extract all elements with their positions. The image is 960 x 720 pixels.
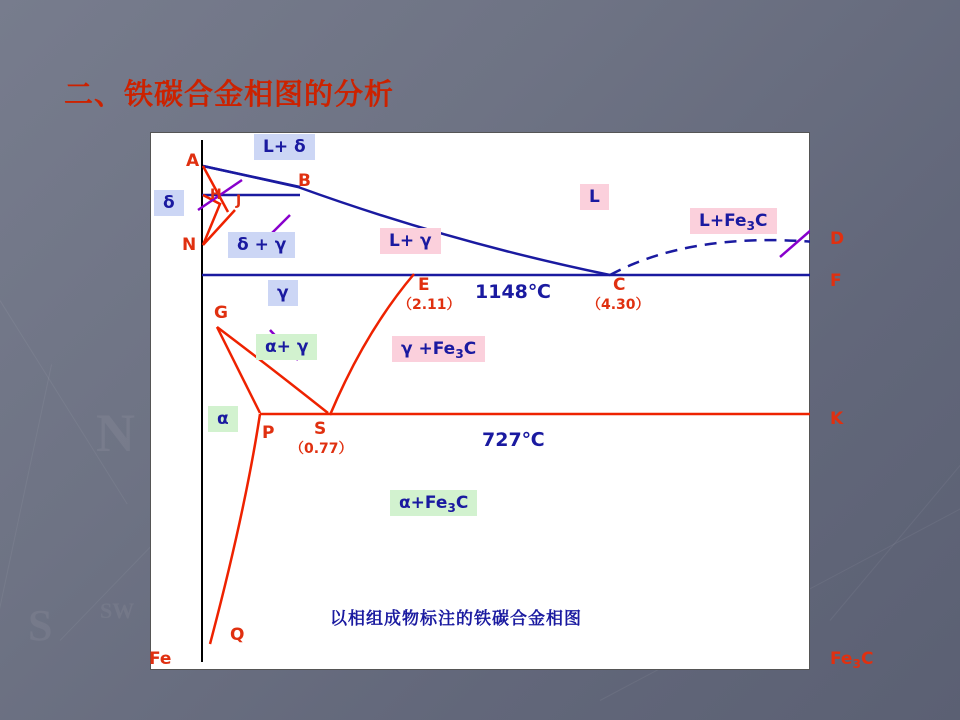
background-watermark-letter-sw: SW bbox=[100, 598, 135, 623]
background-watermark-letter-n: N bbox=[96, 403, 135, 463]
point-label-K: K bbox=[830, 409, 844, 429]
point-label-N: N bbox=[182, 235, 197, 255]
point-label-E-composition: （2.11） bbox=[398, 297, 461, 313]
point-label-P: P bbox=[262, 423, 275, 443]
point-label-B: B bbox=[298, 171, 311, 191]
background-watermark-letter-s: S bbox=[28, 601, 53, 650]
page-title: 二、铁碳合金相图的分析 bbox=[64, 77, 395, 111]
phase-region-gamma-fe3c: $\gamma +Fe_3C$ bbox=[392, 336, 485, 362]
point-label-D: D bbox=[830, 229, 845, 249]
phase-diagram-panel bbox=[149, 132, 874, 671]
phase-region-gamma: γ bbox=[268, 280, 298, 306]
point-label-C-composition: （4.30） bbox=[587, 297, 650, 313]
phase-region-l-fe3c: $L+Fe_3C$ bbox=[690, 208, 777, 234]
point-label-S: S bbox=[314, 419, 327, 439]
point-label-H: H bbox=[210, 187, 222, 203]
phase-region-alpha: α bbox=[208, 406, 238, 432]
phase-region-delta: δ bbox=[154, 190, 184, 216]
phase-region-l-gamma: L+ γ bbox=[380, 228, 441, 254]
phase-region-alpha-fe3c: $\alpha+Fe_3C$ bbox=[390, 490, 477, 516]
phase-region-delta-gamma: δ + γ bbox=[228, 232, 295, 258]
axis-label-fe: Fe bbox=[149, 649, 172, 669]
phase-region-liquid: L bbox=[580, 184, 609, 210]
background-watermark-line-1 bbox=[0, 300, 128, 504]
axis-label-fe3c: $Fe_3C$ bbox=[830, 649, 874, 671]
point-label-S-composition: （0.77） bbox=[290, 441, 353, 457]
background-watermark-line-3 bbox=[830, 421, 960, 621]
point-label-G: G bbox=[214, 303, 228, 323]
point-label-J: J bbox=[236, 193, 242, 209]
diagram-caption: 以相组成物标注的铁碳合金相图 bbox=[330, 609, 582, 629]
phase-region-alpha-gamma: α+ γ bbox=[256, 334, 317, 360]
phase-region-l-delta: L+ δ bbox=[254, 134, 315, 160]
temperature-label-1148: 1148℃ bbox=[475, 281, 551, 303]
point-label-Q: Q bbox=[230, 625, 245, 645]
point-label-A: A bbox=[186, 151, 200, 171]
point-label-C: C bbox=[613, 275, 626, 295]
point-label-E: E bbox=[418, 275, 430, 295]
point-label-F: F bbox=[830, 271, 842, 291]
temperature-label-727: 727℃ bbox=[482, 429, 545, 451]
